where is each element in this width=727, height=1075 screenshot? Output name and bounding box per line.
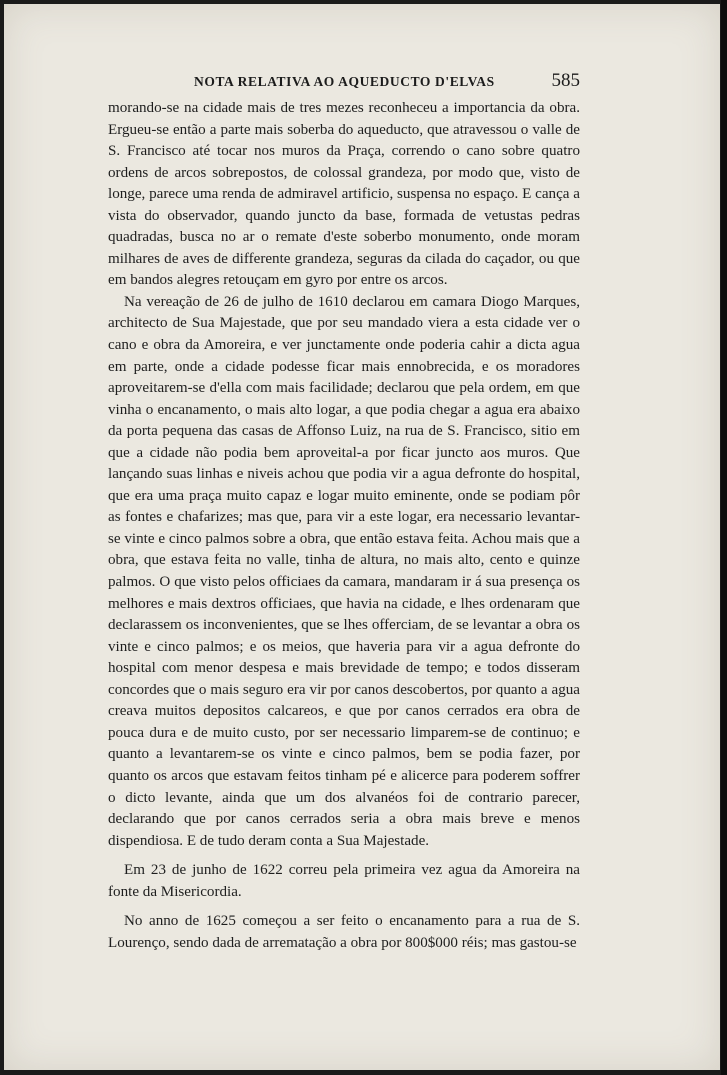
- paragraph-1622: Em 23 de junho de 1622 correu pela primeira vez agua da Amoreira na fonte da Misericordia.: [108, 862, 580, 900]
- running-title: NOTA RELATIVA AO AQUEDUCTO D'ELVAS: [194, 74, 495, 89]
- book-page: [4, 4, 720, 1070]
- body-text: [108, 98, 580, 954]
- running-head: [108, 70, 580, 96]
- paragraph-vereacao-1610: Na vereação de 26 de julho de 1610 declarou em camara Diogo Marques, architecto de Sua Majestade, que por seu mandado viera a esta cidade ver o cano e obra da Amoreira, e ver junctamente onde poderia cahir a dicta agua em parte, onde a cidade podesse ficar mais ennobrecida, e os moradores aproveitarem-se d'ella com mais facilidade; declarou que pela ordem, em que vinha o encanamento, o mais alto logar, a que podia chegar a agua era abaixo da porta pequena das casas de Affonso Luiz, na rua de S. Francisco, sitio em que a cidade não podia bem aproveital-a por ficar juncto aos muros. Que lançando suas linhas e niveis achou que podia vir a agua defronte do hospital, que era uma praça muito capaz e logar muito eminente, onde se podiam pôr as fontes e chafarizes; mas que, para vir a este logar, era necessario levantar-se vinte e cinco palmos sobre a obra, que então estava feita. Achou mais que a obra, que estava feita no valle, tinha de altura, no mais alto, cento e quinze palmos. O que visto pelos officiaes da camara, mandaram ir á sua presença os melhores e mais dextros officiaes, que havia na cidade, e lhes ordenaram que declarassem os inconvenientes, que se lhes offerciam, de se levantar a obra os vinte e cinco palmos; e os meios, que haveria para vir a agua defronte do hospital com menor despesa e mais brevidade de tempo; e todos disseram concordes que o mais seguro era vir por canos descobertos, por quanto a agua creava muitos depositos calcareos, e que por canos cerrados era obra de pouca dura e de muito custo, por ser necessario limparem-se de continuo; e quanto a levantarem-se os vinte e cinco palmos, bem se podia fazer, por quanto os arcos que estavam feitos tinham pé e alicerce para poderem soffrer o dicto levante, ainda que um dos alvanéos foi de contrario parecer, declarando que por canos cerrados seria a obra mais breve e menos dispendiosa. E de tudo deram conta a Sua Majestade.: [108, 293, 580, 849]
- scan-edge: [721, 0, 727, 1075]
- paragraph-continuation: morando-se na cidade mais de tres mezes reconheceu a importancia da obra. Ergueu-se então a parte mais soberba do aqueducto, que atravessou o valle de S. Francisco até tocar nos muros da Praça, correndo o cano sobre quatro ordens de arcos sobrepostos, de colossal grandeza, por modo que, visto de longe, parece uma renda de admiravel artificio, suspensa no espaço. E cança a vista do observador, quando juncto da base, formada de vetustas pedras quadradas, busca no ar o remate d'este soberbo monumento, onde moram milhares de aves de differente grandeza, seguras da cilada do caçador, ou que em bandos alegres retouçam em gyro por entre os arcos.: [108, 100, 580, 289]
- page-number: 585: [551, 70, 580, 91]
- paragraph-1625: No anno de 1625 começou a ser feito o encanamento para a rua de S. Lourenço, sendo dada de arrematação a obra por 800$000 réis; mas gastou-se: [108, 913, 580, 951]
